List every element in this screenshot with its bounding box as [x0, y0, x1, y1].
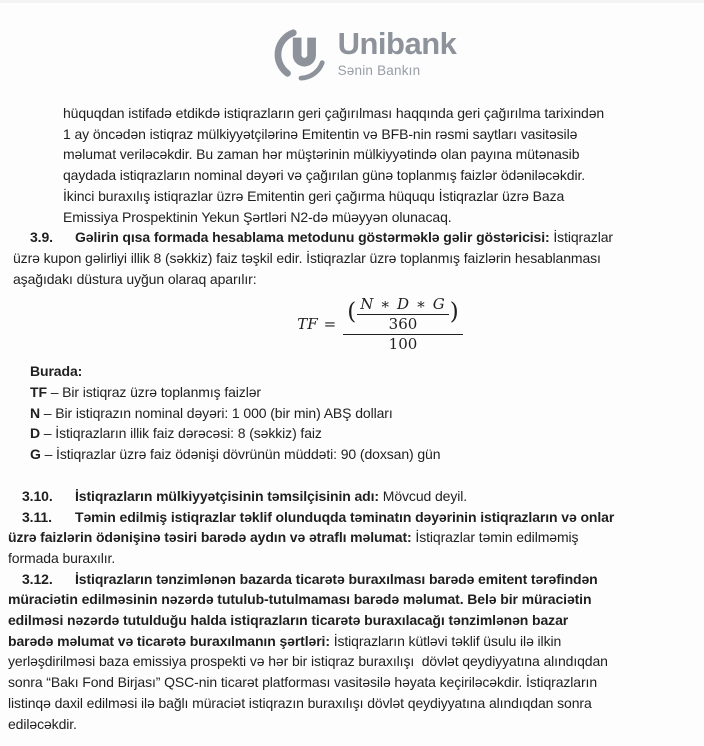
top-paragraphs [0, 103, 704, 289]
definition-term: TF [30, 384, 47, 401]
section-number: 3.9. [30, 229, 53, 246]
text-line: aşağıdakı düstura uyğun olaraq aparılır: [13, 270, 257, 287]
logo-brand-text: Unibank [337, 26, 457, 61]
definition-term: G [30, 446, 41, 463]
text-line: listinqə daxil edilməsi ilə bağlı müraciət istiqrazın buraxılışı dövlət qeydiyyatına alındıqdan sonra [8, 694, 592, 711]
text-line: məlumat veriləcəkdir. Bu zaman hər müştərinin mülkiyyətində olan payına mütənasib [63, 146, 580, 163]
formula-open-paren: ( [347, 298, 357, 325]
definition-item [30, 382, 704, 403]
document-body [0, 103, 704, 734]
formula-outer-denominator: 100 [388, 335, 418, 354]
paragraph-s39 [13, 227, 704, 289]
text-line: 3.9. Gəlirin qısa formada hesablama metodunu göstərməklə gəlir göstəricisi: İstiqrazlar [13, 227, 704, 248]
definitions-list [30, 382, 704, 465]
paragraph-s312 [8, 569, 704, 735]
definition-text: – İstiqrazlar üzrə faiz ödənişi dövrünün müddəti: 90 (doxsan) gün [40, 446, 441, 463]
text-line: ediləcəkdir. [8, 715, 77, 732]
formula-inner-fraction [357, 295, 449, 333]
paragraph-continuation [63, 103, 704, 227]
section-number: 3.11. [22, 508, 52, 525]
text-line: hüquqdan istifadə etdikdə istiqrazların geri çağırılması haqqında geri çağırılma tarixindən [63, 105, 605, 121]
text-line: edilməsi nəzərdə tutulduğu halda istiqrazların ticarətə buraxılacağı tənzimlənən bazar [8, 612, 569, 629]
formula-lhs: TF [297, 315, 318, 334]
text-line: 3.12. İstiqrazların tənzimlənən bazarda ticarətə buraxılması barədə emitent tərəfindən [8, 569, 704, 590]
paragraph-s310 [8, 486, 704, 507]
text-line: Emissiya Prospektinin Yekun Şərtləri N2-də müəyyən olunacaq. [63, 208, 452, 225]
section-number: 3.10. [22, 487, 53, 504]
definition-text: – İstiqrazların illik faiz dərəcəsi: 8 (səkkiz) faiz [40, 425, 322, 442]
text-line: sonra “Bakı Fond Birjası” QSC-nin ticarət platforması vasitəsilə həyata keçiriləcəkdir. İstiqrazların [8, 674, 598, 691]
text-line: barədə məlumat və ticarətə buraxılmanın şərtləri: İstiqrazların kütləvi təklif üsulu ilə ilkin [8, 632, 562, 649]
section-number: 3.12. [22, 570, 53, 587]
text-line: qaydada istiqrazların nominal dəyəri və çağırılan günə toplanmış faizlər ödəniləcəkdir. [63, 167, 586, 184]
text-line: İkinci buraxılış istiqrazlar üzrə Emitentin geri çağırma hüququ İstiqrazlar üzrə Baza [63, 187, 565, 204]
text-line: 3.10. İstiqrazların mülkiyyətçisinin təmsilçisinin adı: Mövcud deyil. [8, 486, 704, 507]
formula-equals: = [323, 315, 337, 334]
definitions-heading: Burada: [30, 363, 83, 380]
formula-close-paren: ) [449, 298, 459, 325]
bottom-paragraphs [0, 486, 704, 734]
logo-tagline: Sənin Bankın [337, 62, 421, 78]
text-line: müraciətin edilməsinin nəzərdə tutulub-tutulmaması barədə məlumat. Belə bir müraciətin [8, 591, 592, 608]
definition-item [30, 444, 704, 465]
text-line: 1 ay öncədən istiqraz mülkiyyətçilərinə Emitentin və BFB-nin rəsmi saytları vasitəsilə [63, 125, 578, 142]
text-line: yerləşdirilməsi baza emissiya prospekti və hər bir istiqraz buraxılışı dövlət qeydiyyatına alındıqdan [8, 653, 608, 670]
definition-item [30, 423, 704, 444]
formula-outer-fraction [343, 295, 463, 353]
text-line: üzrə kupon gəlirliyi illik 8 (səkkiz) faiz təşkil edir. İstiqrazlar üzrə toplanmış faizlərin hesablanması [13, 249, 601, 266]
interest-formula [28, 295, 704, 353]
text-line: 3.11. Təmin edilmiş istiqrazlar təklif olunduqda təminatın dəyərinin istiqrazların və onlar [8, 507, 704, 528]
text-line: üzrə faizlərin ödənişinə təsiri barədə aydın və ətraflı məlumat: İstiqrazlar təmin edilməmiş [8, 529, 579, 546]
paragraph-s311 [8, 507, 704, 569]
text-line: formada buraxılır. [8, 549, 116, 566]
definition-term: D [30, 425, 41, 442]
definition-text: – Bir istiqraz üzrə toplanmış faizlər [46, 384, 261, 401]
definition-term: N [30, 404, 41, 421]
definition-item [30, 403, 704, 424]
unibank-logo [12, 28, 704, 87]
formula-inner-denominator: 360 [388, 315, 418, 334]
logo-text-block [338, 28, 457, 78]
unibank-u-icon [272, 28, 330, 87]
definition-text: – Bir istiqrazın nominal dəyəri: 1 000 (bir min) ABŞ dolları [40, 404, 393, 421]
formula-inner-numerator: N ∗ D ∗ G [357, 295, 449, 315]
definitions-block [30, 361, 704, 465]
